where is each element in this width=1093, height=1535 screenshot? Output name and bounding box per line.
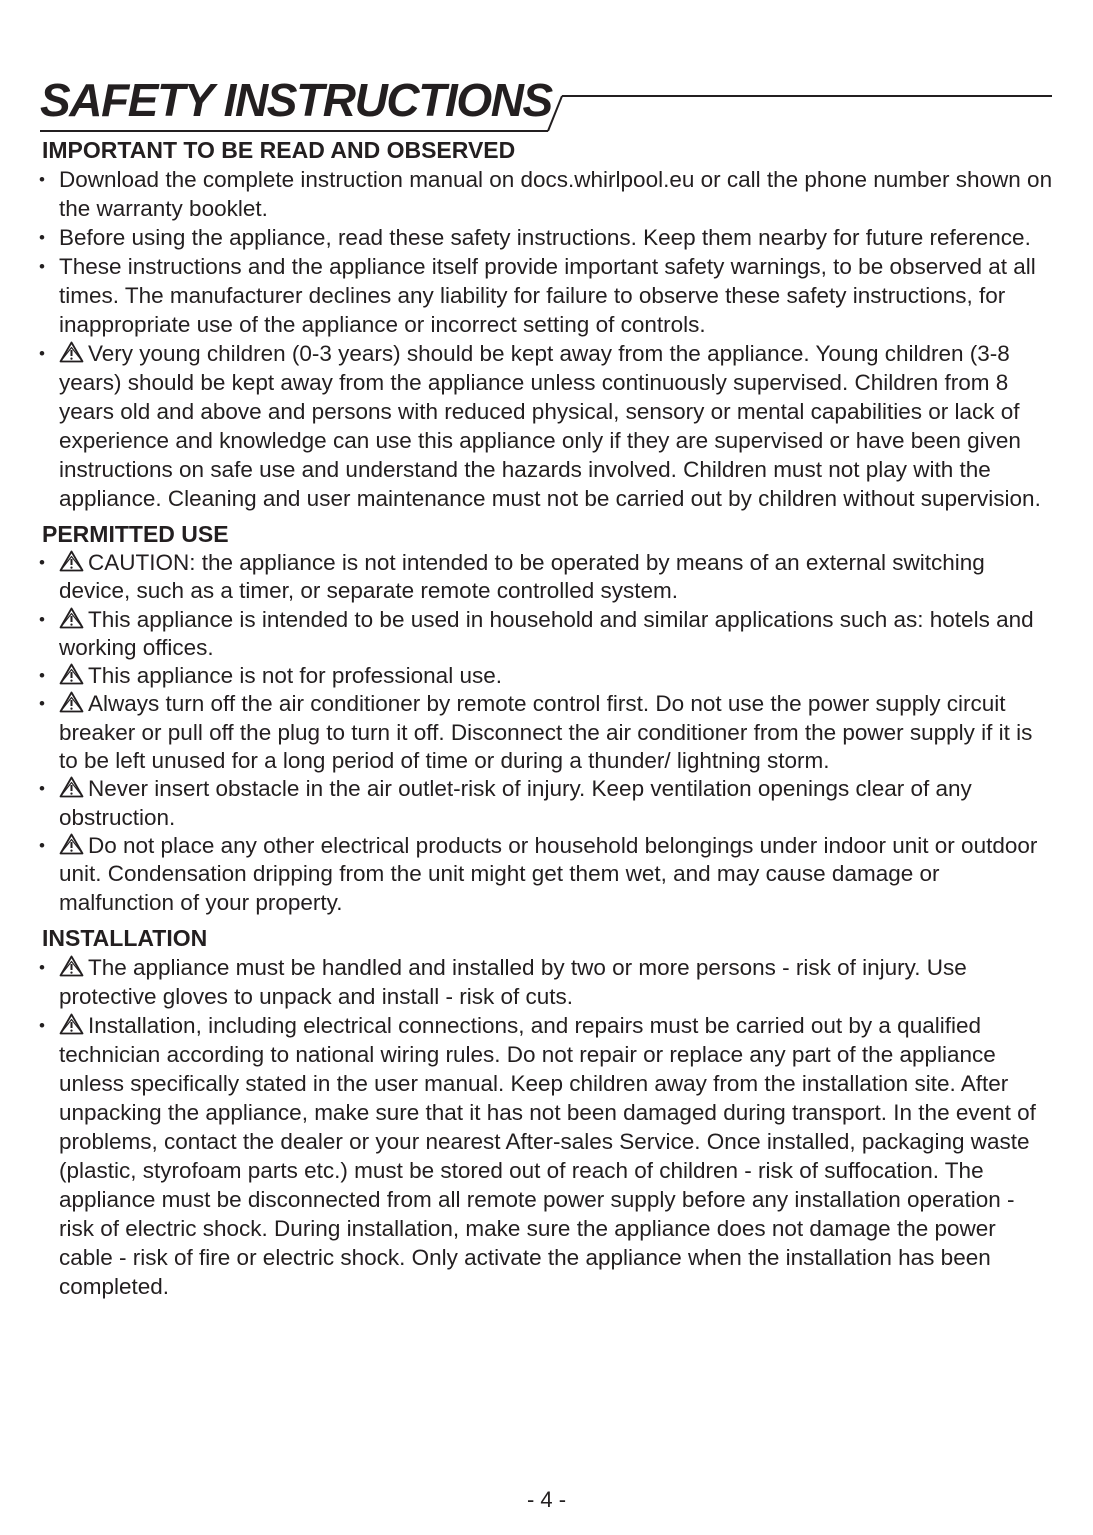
bullet-list (39, 165, 1054, 513)
page-title: SAFETY INSTRUCTIONS (40, 74, 552, 126)
list-item (39, 339, 1054, 513)
warning-icon (59, 955, 84, 977)
warning-icon (59, 607, 84, 629)
bullet-dot: • (39, 835, 45, 855)
bullet-list (39, 953, 1054, 1301)
item-text: Always turn off the air conditioner by remote control first. Do not use the power supply circuit breaker or pull off the plug to turn it off. Disconnect the air conditioner from the power supply if it is to be left unused for a long period of time or during a thunder/ lightning storm. (59, 691, 1033, 774)
bullet-dot: • (39, 779, 45, 799)
page-number: - 4 - (526, 1487, 567, 1512)
warning-icon (59, 341, 84, 363)
item-text: Very young children (0-3 years) should be kept away from the appliance. Young children (3-8 years) should be kept away from the appliance unless continuously supervised. Children from 8 years old and above and persons with reduced physical, sensory or mental capabilities or lack of experience and knowledge can use this appliance only if they are supervised or have been given instructions on safe use and understand the hazards involved. Children must not play with the appliance. Cleaning and user maintenance must not be carried out by children without supervision. (59, 341, 1041, 511)
warning-icon (59, 550, 84, 572)
section-important (39, 136, 1054, 513)
item-text: This appliance is not for professional use. (88, 663, 502, 689)
item-text: Download the complete instruction manual on docs.whirlpool.eu or call the phone number shown on the warranty booklet. (59, 167, 1053, 221)
item-text: The appliance must be handled and installed by two or more persons - risk of injury. Use protective gloves to unpack and install - risk of cuts. (59, 954, 967, 1009)
bullet-dot: • (39, 257, 45, 276)
bullet-dot: • (39, 344, 45, 363)
bullet-dot: • (39, 666, 45, 686)
item-text: This appliance is intended to be used in household and similar applications such as: hotels and working offices. (59, 606, 1034, 660)
list-item (39, 549, 1054, 606)
list-item (39, 252, 1054, 339)
list-item (39, 606, 1054, 663)
item-text: These instructions and the appliance itself provide important safety warnings, to be observed at all times. The manufacturer declines any liability for failure to observe these safety instructions, for inappropriate use of the appliance or incorrect setting of controls. (59, 254, 1036, 337)
item-text: Do not place any other electrical products or household belongings under indoor unit or outdoor unit. Condensation dripping from the unit might get them wet, and may cause damage or malfunction of your property. (59, 832, 1038, 915)
list-item (39, 1011, 1054, 1301)
bullet-dot: • (39, 694, 45, 714)
item-text: Never insert obstacle in the air outlet-risk of injury. Keep ventilation openings clear of any obstruction. (59, 776, 972, 830)
bullet-dot: • (39, 609, 45, 629)
list-item (39, 165, 1054, 223)
warning-icon (59, 663, 84, 685)
page-header (40, 68, 1052, 136)
section-heading: IMPORTANT TO BE READ AND OBSERVED (42, 137, 516, 163)
list-item (39, 832, 1054, 917)
section-heading: INSTALLATION (42, 924, 208, 951)
list-item (39, 223, 1054, 252)
bullet-list (39, 549, 1054, 917)
bullet-dot: • (39, 170, 45, 189)
bullet-dot: • (39, 1015, 45, 1035)
warning-icon (59, 1013, 84, 1035)
bullet-dot: • (39, 228, 45, 247)
bullet-dot: • (39, 957, 45, 977)
bullet-dot: • (39, 553, 45, 572)
list-item (39, 690, 1054, 775)
safety-content (39, 136, 1054, 1308)
section-installation (39, 924, 1054, 1301)
item-text: Installation, including electrical connections, and repairs must be carried out by a qualified technician according to national wiring rules. Do not repair or replace any part of the appliance unless specifically stated in the user manual. Keep children away from the installation site. After unpacking the appliance, make sure that it has not been damaged during transport. In the event of problems, contact the dealer or your nearest After-sales Service. Once installed, packaging waste (plastic, styrofoam parts etc.) must be stored out of reach of children - risk of suffocation. The appliance must be disconnected from all remote power supply before any installation operation - risk of electric shock. During installation, make sure the appliance does not damage the power cable - risk of fire or electric shock. Only activate the appliance when the installation has been completed. (59, 1012, 1036, 1299)
list-item (39, 662, 1054, 690)
warning-icon (59, 776, 84, 798)
list-item (39, 953, 1054, 1011)
list-item (39, 775, 1054, 832)
warning-icon (59, 833, 84, 855)
item-text: CAUTION: the appliance is not intended to be operated by means of an external switching device, such as a timer, or separate remote controlled system. (59, 550, 985, 604)
item-text: Before using the appliance, read these safety instructions. Keep them nearby for future reference. (59, 225, 1031, 250)
section-permitted-use (39, 520, 1054, 917)
section-heading: PERMITTED USE (42, 521, 229, 547)
warning-icon (59, 691, 84, 713)
